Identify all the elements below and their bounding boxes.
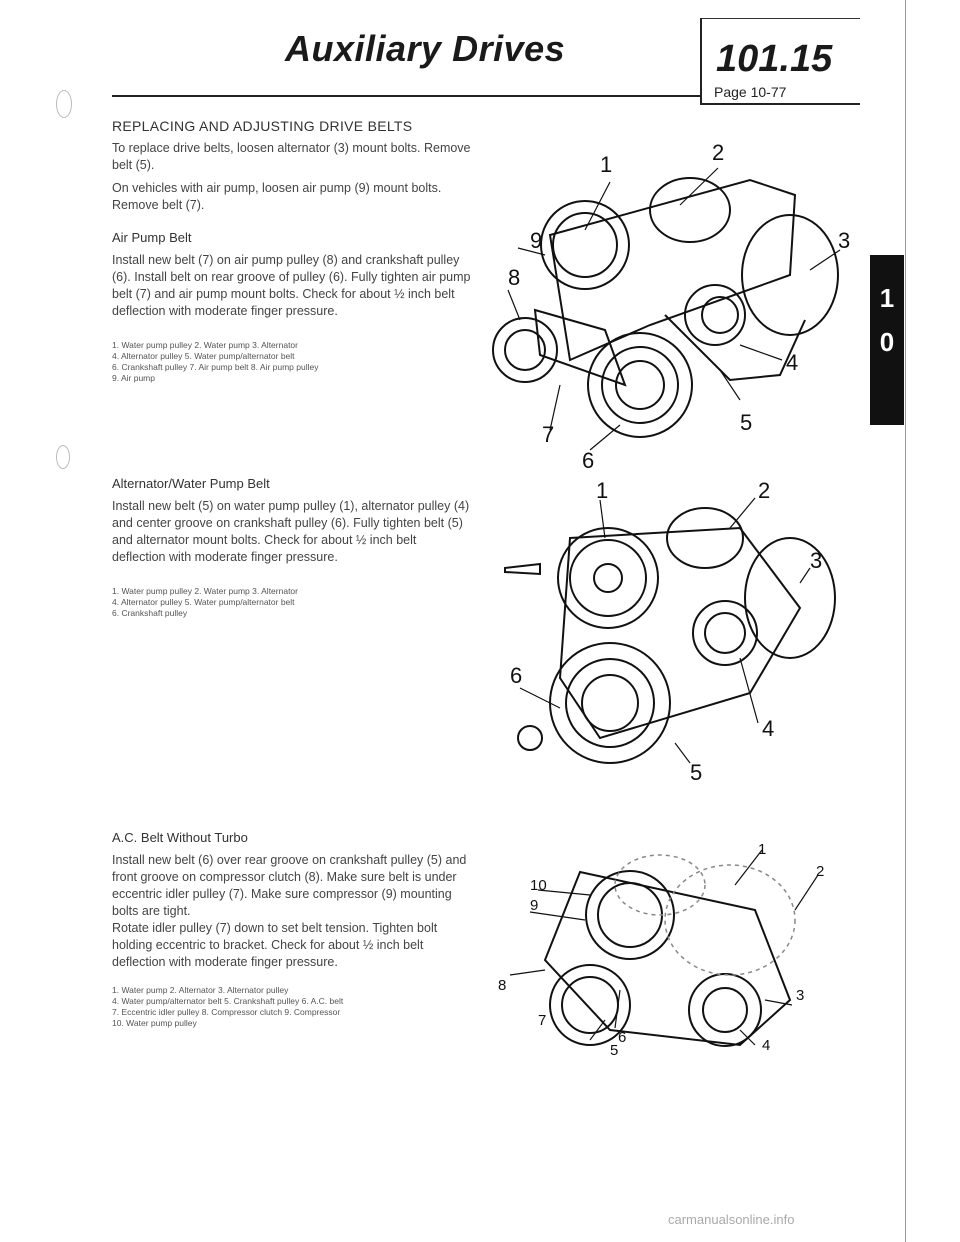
legend-line: 7. Eccentric idler pulley 8. Compressor clutch 9. Compressor (112, 1007, 341, 1017)
legend-line: 6. Crankshaft pulley 7. Air pump belt 8. Air pump pulley (112, 362, 319, 372)
section-box-divider (700, 18, 702, 103)
ac-belt-text-1: Install new belt (6) over rear groove on crankshaft pulley (5) and front groove on compressor clutch (8). Make sure belt is under eccentric idler pulley (7). Make sure compressor (9) mounting bolts are tight. (112, 853, 467, 918)
punch-hole-mark (56, 445, 70, 469)
pulley-outline (570, 540, 646, 616)
air-pump-belt-diagram (490, 140, 865, 473)
scan-edge-line (905, 0, 906, 1242)
callout-leader (720, 370, 740, 400)
pulley-outline (493, 318, 557, 382)
pulley-outline (705, 613, 745, 653)
legend-line: 10. Water pump pulley (112, 1018, 197, 1028)
bolt-outline (505, 564, 540, 574)
air-pump-legend (112, 340, 442, 384)
section-tab (870, 255, 904, 425)
callout-label: 3 (810, 548, 823, 573)
ac-belt-diagram (500, 830, 850, 1060)
callout-leader (810, 250, 840, 270)
drive-belt-outline (535, 310, 625, 385)
section-box-top-rule (700, 18, 860, 19)
legend-line: 6. Crankshaft pulley (112, 608, 188, 618)
callout-label: 9 (530, 897, 539, 914)
callout-label: 7 (538, 1012, 547, 1029)
callout-leader (510, 970, 545, 975)
water-pump-housing (650, 178, 730, 242)
pulley-outline (685, 285, 745, 345)
callout-leader (740, 345, 782, 360)
callout-label: 3 (796, 987, 805, 1004)
pulley-outline (566, 659, 654, 747)
ac-belt-text-2: Rotate idler pulley (7) down to set belt tension. Tighten bolt holding eccentric to bracket. Check for about ½ inch belt deflection with moderate finger pressure. (112, 921, 438, 969)
header-rule-right (700, 103, 860, 105)
page-title: Auxiliary Drives (285, 28, 566, 69)
callout-label: 6 (582, 448, 595, 473)
callout-leader (600, 500, 605, 538)
callout-leader (795, 875, 818, 910)
pulley-outline (594, 564, 622, 592)
callout-label: 4 (762, 1037, 771, 1054)
callout-label: 5 (610, 1042, 619, 1059)
callout-leader (680, 168, 718, 205)
callout-leader (800, 568, 810, 583)
callout-label: 1 (600, 152, 613, 177)
pulley-outline (703, 988, 747, 1032)
ac-belt-legend (112, 985, 442, 1029)
legend-line: 1. Water pump pulley 2. Water pump 3. Alternator (112, 586, 298, 596)
drive-belt-outline (550, 180, 795, 360)
legend-line: 1. Water pump pulley 2. Water pump 3. Alternator (112, 340, 298, 350)
intro-paragraph-1: To replace drive belts, loosen alternator (3) mount bolts. Remove belt (5). (112, 141, 471, 172)
legend-line: 4. Water pump/alternator belt 5. Crankshaft pulley 6. A.C. belt (112, 996, 344, 1006)
section-number: 101.15 (716, 38, 833, 80)
pulley-outline (602, 347, 678, 423)
engine-outline-dashed (665, 865, 795, 975)
callout-label: 8 (498, 977, 507, 994)
callout-leader (520, 688, 560, 708)
callout-leader (740, 658, 758, 723)
pulley-outline (693, 601, 757, 665)
callout-label: 4 (762, 716, 775, 741)
legend-line: 1. Water pump 2. Alternator 3. Alternator pulley (112, 985, 289, 995)
watermark: carmanualsonline.info (668, 1212, 795, 1227)
pulley-outline (558, 528, 658, 628)
legend-line: 4. Alternator pulley 5. Water pump/alternator belt (112, 351, 295, 361)
callout-label: 7 (542, 422, 555, 447)
callout-label: 10 (530, 877, 547, 894)
air-pump-belt-text: Install new belt (7) on air pump pulley (8) and crankshaft pulley (6). Install belt on rear groove of pulley (6). Fully tighten air pump belt (7) and air pump mount bolts. Check for about ½ inch belt deflection with moderate finger pressure. (112, 253, 471, 318)
pulley-outline (562, 977, 618, 1033)
callout-label: 6 (618, 1029, 627, 1046)
callout-leader (675, 743, 690, 763)
callout-label: 4 (786, 350, 799, 375)
callout-leader (508, 290, 520, 320)
section-tab-digit: 0 (879, 327, 895, 357)
callout-label: 8 (508, 265, 521, 290)
bolt-outline (518, 726, 542, 750)
section-tab-digit: 1 (879, 283, 895, 313)
section-heading: REPLACING AND ADJUSTING DRIVE BELTS (112, 118, 413, 134)
callout-label: 2 (816, 863, 825, 880)
drive-belt-outline (545, 872, 790, 1045)
ac-belt-heading: A.C. Belt Without Turbo (112, 830, 248, 845)
air-pump-belt-heading: Air Pump Belt (112, 230, 192, 245)
punch-hole-mark (56, 90, 72, 118)
callout-label: 5 (740, 410, 753, 435)
pulley-outline (550, 643, 670, 763)
pulley-outline (702, 297, 738, 333)
pulley-outline (541, 201, 629, 289)
pulley-outline (689, 974, 761, 1046)
callout-leader (590, 425, 620, 450)
callout-label: 5 (690, 760, 703, 785)
header-rule (112, 95, 700, 97)
water-pump-housing (667, 508, 743, 568)
callout-label: 3 (838, 228, 851, 253)
alternator-belt-heading: Alternator/Water Pump Belt (112, 476, 270, 491)
legend-line: 4. Alternator pulley 5. Water pump/alternator belt (112, 597, 295, 607)
alternator-belt-text: Install new belt (5) on water pump pulley (1), alternator pulley (4) and center groove on crankshaft pulley (6). Fully tighten belt (5) and alternator mount bolts. Check for about ½ inch belt deflection with moderate finger pressure. (112, 499, 470, 564)
callout-label: 1 (758, 841, 767, 858)
section-box (700, 18, 860, 103)
callout-label: 2 (712, 140, 725, 165)
callout-leader (730, 498, 755, 528)
alternator-belt-legend (112, 586, 442, 619)
legend-line: 9. Air pump (112, 373, 155, 383)
callout-label: 1 (596, 478, 609, 503)
callout-label: 9 (530, 228, 543, 253)
callout-label: 2 (758, 478, 771, 503)
pulley-outline (582, 675, 638, 731)
pulley-outline (553, 213, 617, 277)
callout-label: 6 (510, 663, 523, 688)
intro-paragraph-2: On vehicles with air pump, loosen air pump (9) mount bolts. Remove belt (7). (112, 181, 442, 212)
pulley-outline (588, 333, 692, 437)
alternator-belt-diagram (500, 478, 860, 783)
page-number: Page 10-77 (714, 84, 787, 100)
